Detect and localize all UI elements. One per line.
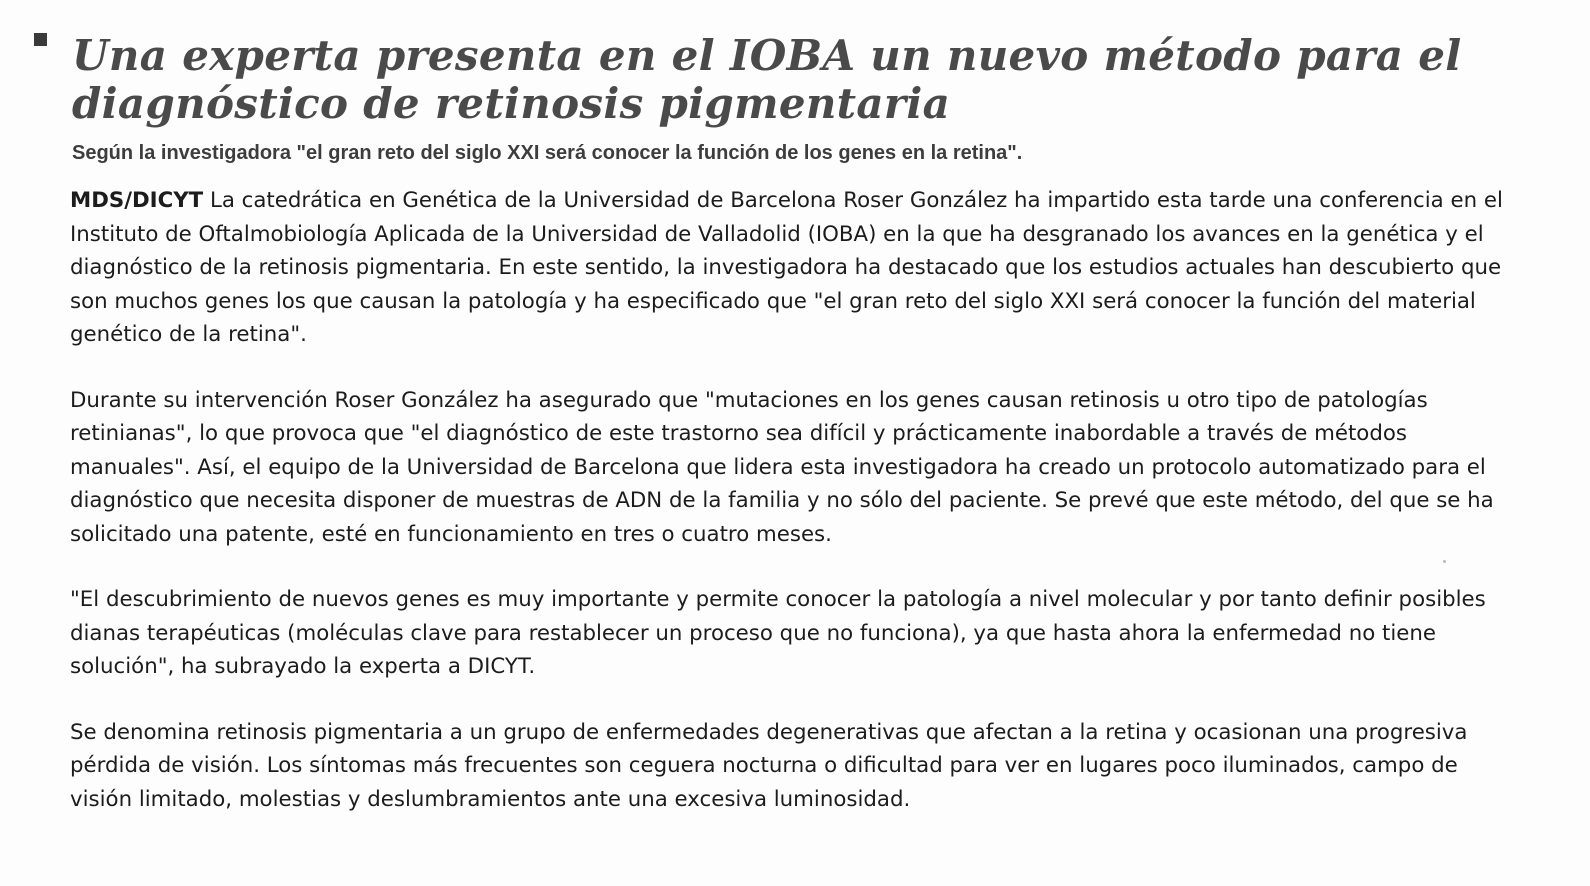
article-paragraph: Se denomina retinosis pigmentaria a un grupo de enfermedades degenerativas que afectan a la retina y ocasionan una progresiva pérdida de visión. Los síntomas más frecuentes son ceguera nocturna o dificultad para ver en lugares poco iluminados, campo de visión limitado, molestias y deslumbramientos ante una excesiva luminosidad. [70, 719, 1468, 812]
article-paragraph [70, 184, 1515, 352]
article-subtitle: Según la investigadora "el gran reto del siglo XXI será conocer la función de los genes en la retina". [72, 142, 1023, 164]
paragraph-text: La catedrática en Genética de la Universidad de Barcelona Roser González ha impartido esta tarde una conferencia en el Instituto de Oftalmobiología Aplicada de la Universidad de Valladolid (IOBA) en la que ha desgranado los avances en la genética y el diagnóstico de la retinosis pigmentaria. En este sentido, la investigadora ha destacado que los estudios actuales han descubierto que son muchos genes los que causan la patología y ha especificado que "el gran reto del siglo XXI será conocer la función del material genético de la retina". [70, 188, 1503, 347]
article-headline: Una experta presenta en el IOBA un nuevo método para el diagnóstico de retinosis pigmentaria [72, 31, 1462, 128]
scan-speck [1443, 560, 1446, 563]
agency-byline: MDS/DICYT [70, 188, 204, 213]
article-body [70, 184, 1515, 848]
article-paragraph: Durante su intervención Roser González ha asegurado que "mutaciones en los genes causan retinosis u otro tipo de patologías retinianas", lo que provoca que "el diagnóstico de este trastorno sea difícil y prácticamente inabordable a través de métodos manuales". Así, el equipo de la Universidad de Barcelona que lidera esta investigadora ha creado un protocolo automatizado para el diagnóstico que necesita disponer de muestras de ADN de la familia y no sólo del paciente. Se prevé que este método, del que se ha solicitado una patente, esté en funcionamiento en tres o cuatro meses. [70, 387, 1494, 547]
headline-bullet-icon [34, 33, 47, 46]
article-paragraph: "El descubrimiento de nuevos genes es muy importante y permite conocer la patología a nivel molecular y por tanto definir posibles dianas terapéuticas (moléculas clave para restablecer un proceso que no funciona), ya que hasta ahora la enfermedad no tiene solución", ha subrayado la experta a DICYT. [70, 587, 1486, 679]
